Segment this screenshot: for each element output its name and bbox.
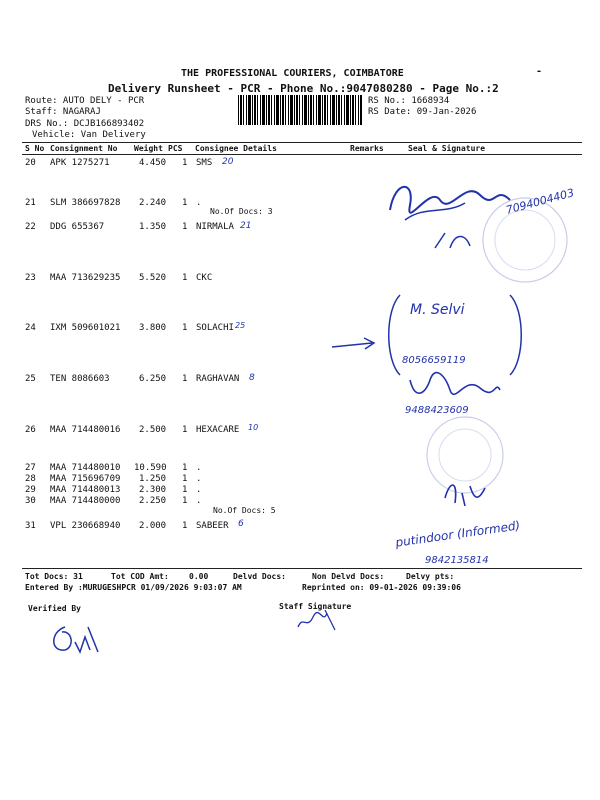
row-consignment: TEN 8086603	[50, 374, 110, 384]
row-weight: 2.240	[139, 198, 167, 208]
hand-note-row25: 8	[249, 373, 255, 383]
row-details: CKC	[196, 273, 213, 283]
delvd-docs: Delvd Docs:	[233, 572, 286, 581]
row-details: SMS	[196, 158, 213, 168]
col-seal: Seal & Signature	[408, 144, 486, 153]
row-weight: 2.250	[139, 496, 167, 506]
verifier-signature-icon	[50, 622, 105, 657]
row-sno: 28	[25, 474, 36, 484]
row-consignment: MAA 713629235	[50, 273, 121, 283]
row-pcs: 1	[182, 463, 188, 473]
col-consignment: Consignment No	[50, 144, 118, 153]
vehicle-label: Vehicle: Van Delivery	[32, 130, 146, 140]
row-consignment: IXM 509601021	[50, 323, 121, 333]
company-title: THE PROFESSIONAL COURIERS, COIMBATORE	[181, 68, 404, 79]
row-details: SOLACHI	[196, 323, 234, 333]
row-details: .	[196, 496, 202, 506]
no-of-docs-1: No.Of Docs: 3	[210, 207, 273, 216]
hand-note-row24: 25	[235, 321, 246, 330]
staff-signature-scribble-icon	[295, 605, 345, 635]
hand-phone-3: 9488423609	[405, 405, 469, 416]
row-pcs: 1	[182, 222, 188, 232]
row-weight: 1.350	[139, 222, 167, 232]
row-details: NIRMALA	[196, 222, 234, 232]
row-pcs: 1	[182, 323, 188, 333]
row-consignment: DDG 655367	[50, 222, 105, 232]
row-sno: 23	[25, 273, 36, 283]
row-sno: 29	[25, 485, 36, 495]
row-pcs: 1	[182, 273, 188, 283]
row-weight: 4.450	[139, 158, 167, 168]
row-weight: 5.520	[139, 273, 167, 283]
header-rule-bottom	[22, 154, 582, 155]
staff-label: Staff: NAGARAJ	[25, 107, 101, 117]
row-sno: 21	[25, 198, 36, 208]
row-weight: 2.500	[139, 425, 167, 435]
row-details: .	[196, 198, 202, 208]
row-consignment: MAA 714480010	[50, 463, 121, 473]
hand-note-row31: 6	[238, 519, 244, 529]
col-consignee: Consignee Details	[195, 144, 277, 153]
row-pcs: 1	[182, 521, 188, 531]
delvy-pts: Delvy pts:	[406, 572, 455, 581]
reprinted-on: Reprinted on: 09-01-2026 09:39:06	[302, 583, 461, 592]
row-sno: 25	[25, 374, 36, 384]
row-weight: 3.800	[139, 323, 167, 333]
row-consignment: APK 1275271	[50, 158, 110, 168]
row-sno: 24	[25, 323, 36, 333]
hand-name-1: M. Selvi	[410, 302, 465, 318]
row-pcs: 1	[182, 425, 188, 435]
signature-row22-icon	[430, 228, 480, 253]
hand-note-row20: 20	[222, 157, 234, 167]
row-consignment: MAA 715696709	[50, 474, 121, 484]
row-sno: 22	[25, 222, 36, 232]
non-delvd-docs: Non Delvd Docs:	[312, 572, 385, 581]
runsheet-subtitle: Delivery Runsheet - PCR - Phone No.:9047080280 - Page No.:2	[108, 82, 499, 95]
signature-row21-icon	[385, 175, 515, 225]
row-details: HEXACARE	[196, 425, 240, 435]
row-sno: 27	[25, 463, 36, 473]
row-weight: 6.250	[139, 374, 167, 384]
hand-note-putindoor: putindoor (Informed)	[394, 518, 521, 550]
tot-cod-value: 0.00	[189, 572, 209, 581]
row-pcs: 1	[182, 485, 188, 495]
row-consignment: SLM 386697828	[50, 198, 121, 208]
row-sno: 31	[25, 521, 36, 531]
row-pcs: 1	[182, 496, 188, 506]
dot-mark: -	[536, 66, 543, 77]
tot-cod-label: Tot COD Amt:	[111, 572, 169, 581]
row-details: SABEER	[196, 521, 229, 531]
row-weight: 1.250	[139, 474, 167, 484]
no-of-docs-2: No.Of Docs: 5	[213, 506, 276, 515]
header-rule-top	[22, 142, 582, 143]
arrow-icon	[330, 335, 380, 355]
row-weight: 2.300	[139, 485, 167, 495]
hand-note-row26: 10	[248, 423, 259, 432]
row-details: .	[196, 474, 202, 484]
row-consignment: VPL 230668940	[50, 521, 121, 531]
col-remarks: Remarks	[350, 144, 384, 153]
row-consignment: MAA 714480016	[50, 425, 121, 435]
row-details: .	[196, 463, 202, 473]
row-sno: 26	[25, 425, 36, 435]
rs-date: RS Date: 09-Jan-2026	[368, 107, 477, 117]
hand-phone-1: 7094004403	[504, 186, 576, 217]
row-consignment: MAA 714480013	[50, 485, 121, 495]
staff-signature: Staff Signature	[279, 602, 352, 611]
row-pcs: 1	[182, 198, 188, 208]
col-sno: S No	[25, 144, 45, 153]
route-label: Route: AUTO DELY - PCR	[25, 96, 145, 106]
hand-phone-4: 9842135814	[425, 555, 489, 566]
col-pcs: PCS	[168, 144, 183, 153]
rs-number: RS No.: 1668934	[368, 96, 450, 106]
row-sno: 20	[25, 158, 36, 168]
row-details: .	[196, 485, 202, 495]
row-pcs: 1	[182, 474, 188, 484]
signature-row27-icon	[440, 478, 490, 508]
row-consignment: MAA 714480000	[50, 496, 121, 506]
footer-rule	[22, 568, 582, 569]
drs-number: DRS No.: DCJB166893402	[25, 119, 145, 129]
hand-note-row22: 21	[240, 221, 252, 231]
row-pcs: 1	[182, 158, 188, 168]
barcode	[238, 95, 362, 125]
col-weight: Weight	[134, 144, 163, 153]
row-sno: 30	[25, 496, 36, 506]
row-weight: 10.590	[134, 463, 167, 473]
verified-by: Verified By	[28, 604, 81, 613]
row-weight: 2.000	[139, 521, 167, 531]
signature-row25-icon	[405, 370, 505, 400]
entered-by: Entered By :MURUGESHPCR 01/09/2026 9:03:07 AM	[25, 583, 242, 592]
hand-phone-2: 8056659119	[402, 355, 466, 366]
row-pcs: 1	[182, 374, 188, 384]
row-details: RAGHAVAN	[196, 374, 240, 384]
tot-docs: Tot Docs: 31	[25, 572, 83, 581]
